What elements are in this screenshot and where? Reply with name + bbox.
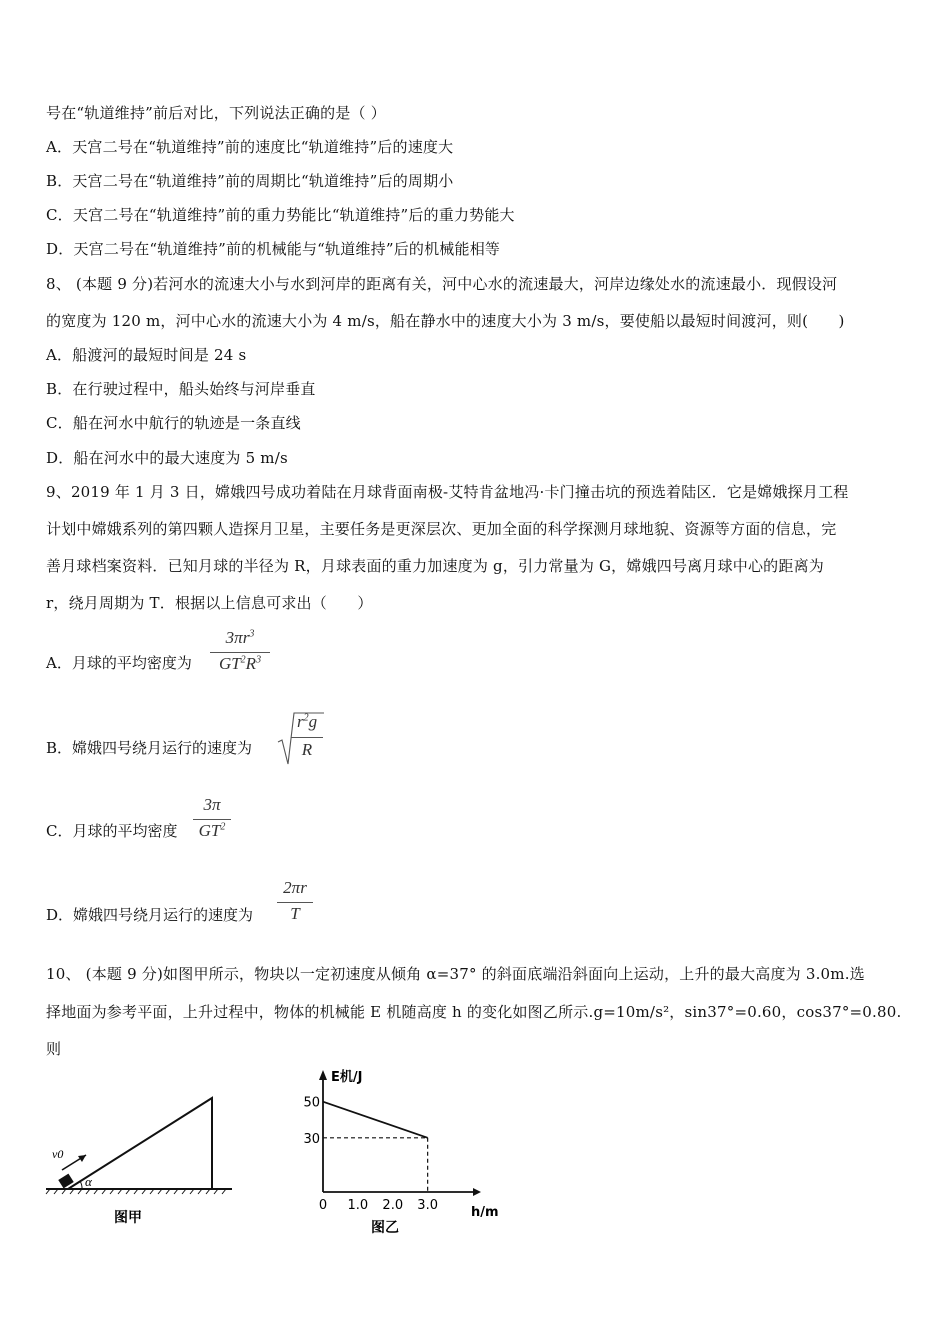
y-axis-label: E机/J bbox=[331, 1070, 363, 1085]
q9-b-num: r bbox=[296, 712, 304, 731]
q9-stem-line2: 计划中嫦娥系列的第四颗人造探月卫星，主要任务是更深层次、更加全面的科学探测月球地貌、资源等方面的信息，完 bbox=[46, 520, 837, 538]
x-tick-label: 1.0 bbox=[347, 1198, 369, 1213]
q8-stem-line1: 8、 (本题 9 分)若河水的流速大小与水到河岸的距离有关，河中心水的流速最大，河岸边缘处水的流速最小．现假设河 bbox=[46, 275, 838, 293]
q7-option-a: A．天宫二号在“轨道维持”前的速度比“轨道维持”后的速度大 bbox=[46, 138, 454, 156]
q9-a-den-sup2: 3 bbox=[256, 654, 262, 666]
angle-arc bbox=[80, 1181, 82, 1189]
q8-option-a: A．船渡河的最短时间是 24 s bbox=[46, 346, 247, 364]
q8-option-d: D．船在河水中的最大速度为 5 m/s bbox=[46, 449, 288, 467]
q7-stem-tail: 号在“轨道维持”前后对比，下列说法正确的是（ ） bbox=[46, 104, 386, 122]
q9-option-a-fraction bbox=[210, 628, 270, 678]
alpha-label: α bbox=[85, 1174, 92, 1189]
q8-stem-line2: 的宽度为 120 m，河中心水的流速大小为 4 m/s，船在静水中的速度大小为 3 m/s，要使船以最短时间渡河，则( ) bbox=[46, 312, 845, 330]
x-axis-label: h/m bbox=[471, 1205, 499, 1220]
q7-option-c: C．天宫二号在“轨道维持”前的重力势能比“轨道维持”后的重力势能大 bbox=[46, 206, 515, 224]
x-tick-label: 2.0 bbox=[382, 1198, 404, 1213]
y-tick-label: 50 bbox=[303, 1095, 320, 1111]
q9-option-a-label: A．月球的平均密度为 bbox=[46, 654, 192, 672]
x-tick-label: 3.0 bbox=[417, 1198, 438, 1213]
q9-option-c-fraction bbox=[193, 795, 231, 845]
q9-b-num-tail: g bbox=[308, 712, 318, 731]
x-tick-label: 0 bbox=[318, 1198, 328, 1213]
q9-a-den-mid: R bbox=[245, 654, 257, 673]
q10-stem-line2: 择地面为参考平面，上升过程中，物体的机械能 E 机随高度 h 的变化如图乙所示.g=10m/s²，sin37°=0.60，cos37°=0.80. bbox=[46, 1003, 902, 1021]
q9-option-b-label: B．嫦娥四号绕月运行的速度为 bbox=[46, 739, 253, 757]
figure-jia-caption: 图甲 bbox=[114, 1210, 142, 1226]
y-tick-label: 30 bbox=[303, 1131, 320, 1147]
q9-b-num-sup: 2 bbox=[303, 712, 309, 724]
q7-option-d: D．天宫二号在“轨道维持”前的机械能与“轨道维持”后的机械能相等 bbox=[46, 240, 501, 258]
v0-label: v0 bbox=[52, 1147, 64, 1161]
q9-a-den-sup1: 2 bbox=[240, 654, 246, 666]
q9-stem-line3: 善月球档案资料．已知月球的半径为 R，月球表面的重力加速度为 g，引力常量为 G，嫦娥四号离月球中心的距离为 bbox=[46, 557, 824, 575]
q9-a-num: 3πr bbox=[225, 628, 250, 647]
y-axis-arrow-icon bbox=[319, 1070, 327, 1080]
q9-a-den: GT bbox=[218, 654, 241, 673]
q9-option-d-fraction bbox=[277, 878, 313, 928]
q9-option-c-label: C．月球的平均密度 bbox=[46, 822, 178, 840]
series-line bbox=[323, 1102, 428, 1138]
q9-c-den-sup1: 2 bbox=[220, 821, 226, 833]
q10-stem-line1: 10、 (本题 9 分)如图甲所示，物块以一定初速度从倾角 α=37° 的斜面底端沿斜面向上运动，上升的最大高度为 3.0m.选 bbox=[46, 965, 865, 983]
q8-option-c: C．船在河水中航行的轨迹是一条直线 bbox=[46, 414, 301, 432]
q9-d-den: T bbox=[290, 904, 300, 923]
q9-c-den: GT bbox=[198, 821, 221, 840]
q9-stem-line4: r，绕月周期为 T．根据以上信息可求出（ ） bbox=[46, 594, 373, 612]
q9-option-d-label: D．嫦娥四号绕月运行的速度为 bbox=[46, 906, 254, 924]
q8-option-b: B．在行驶过程中，船头始终与河岸垂直 bbox=[46, 380, 316, 398]
figure-yi-chart bbox=[298, 1066, 499, 1242]
x-axis-arrow-icon bbox=[473, 1188, 481, 1196]
q7-option-b: B．天宫二号在“轨道维持”前的周期比“轨道维持”后的周期小 bbox=[46, 172, 454, 190]
q9-option-b-fraction bbox=[291, 712, 323, 764]
q9-c-num: 3π bbox=[203, 795, 221, 814]
q9-a-num-sup: 3 bbox=[249, 628, 255, 640]
q9-d-num: 2πr bbox=[283, 878, 307, 897]
q9-b-den: R bbox=[301, 740, 313, 759]
figure-jia-incline bbox=[40, 1090, 240, 1240]
q10-stem-line3: 则 bbox=[46, 1040, 62, 1058]
figure-yi-caption: 图乙 bbox=[371, 1220, 399, 1236]
q9-stem-line1: 9、2019 年 1 月 3 日，嫦娥四号成功着陆在月球背面南极-艾特肯盆地冯·卡门撞击坑的预选着陆区．它是嫦娥探月工程 bbox=[46, 483, 849, 501]
